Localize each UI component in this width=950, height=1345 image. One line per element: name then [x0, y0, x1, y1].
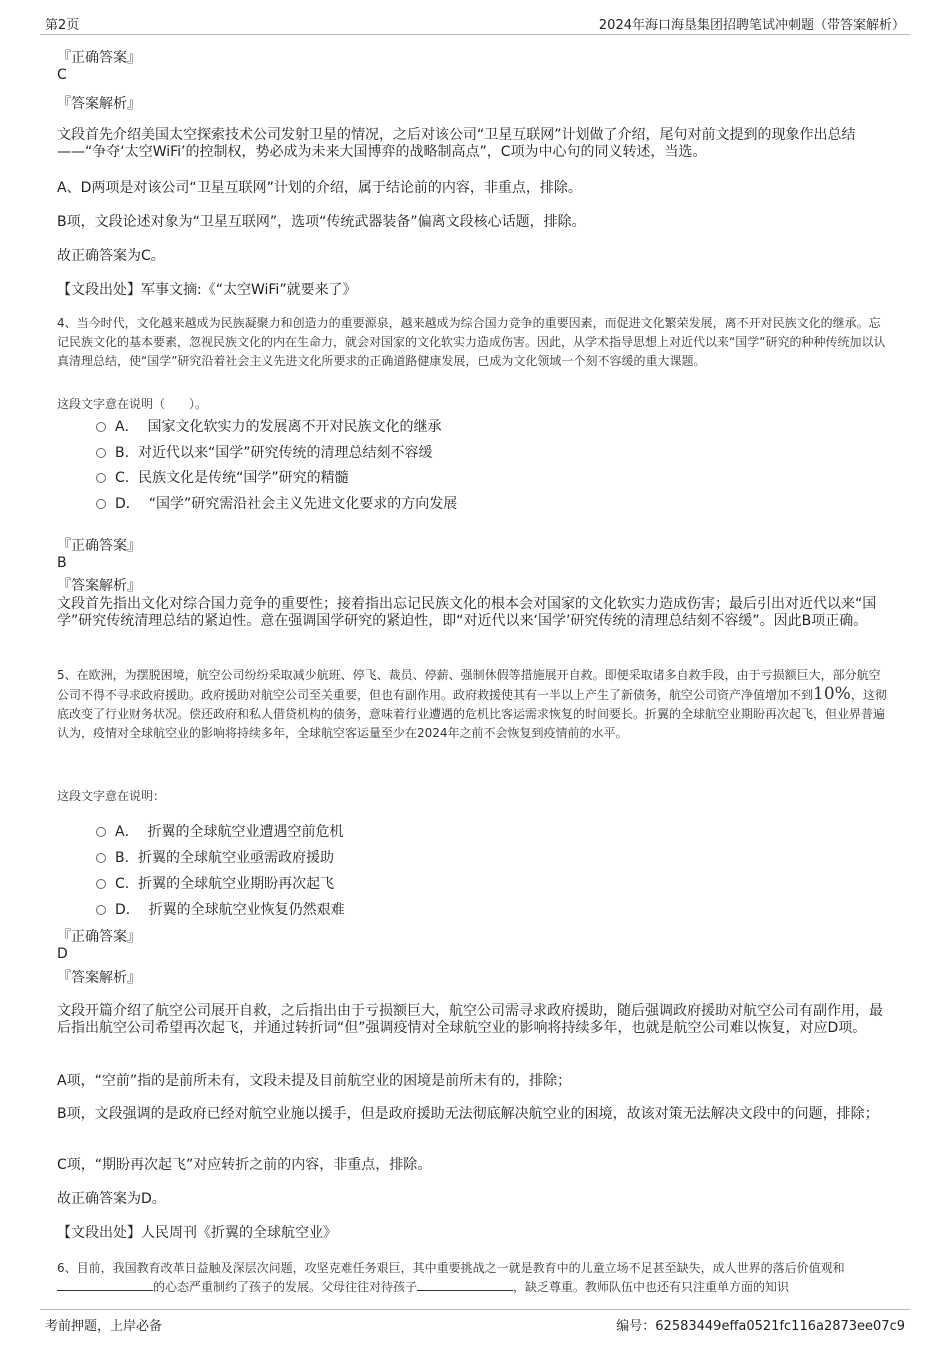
option-key: B. — [115, 850, 130, 866]
q5-analysis-label: 『答案解析』 — [57, 970, 141, 986]
option-key: C. — [115, 470, 130, 486]
option-text: 折翼的全球航空业恢复仍然艰难 — [148, 902, 345, 918]
option-key: C. — [115, 876, 130, 892]
q4-option-c[interactable] — [96, 468, 349, 488]
q4-option-d[interactable] — [96, 494, 457, 514]
q5-option-c[interactable] — [96, 874, 334, 894]
radio-icon[interactable] — [96, 905, 106, 915]
option-text: 折翼的全球航空业期盼再次起飞 — [138, 876, 335, 892]
q5-analysis-para: B项，文段强调的是政府已经对航空业施以援手，但是政府援助无法彻底解决航空业的困境，故该对策无法解决文段中的问题，排除； — [57, 1106, 879, 1122]
radio-icon[interactable] — [96, 422, 106, 432]
radio-icon[interactable] — [96, 473, 106, 483]
q6-stem-part1: 6、目前，我国教育改革日益触及深层次问题，攻坚克难任务艰巨，其中重要挑战之一就是教育中的儿童立场不足甚至缺失，成人世界的落后价值观和 — [57, 1261, 845, 1275]
radio-icon[interactable] — [96, 499, 106, 509]
q4-option-b[interactable] — [96, 443, 432, 463]
option-text: 折翼的全球航空业遭遇空前危机 — [147, 824, 344, 840]
q4-answer-label: 『正确答案』 — [57, 538, 141, 554]
option-text: 对近代以来“国学”研究传统的清理总结刻不容缓 — [137, 445, 433, 461]
fill-blank — [417, 1280, 513, 1291]
q5-stem-part1: 5、在欧洲，为摆脱困境，航空公司纷纷采取减少航班、停飞、裁员、停薪、强制休假等措施展开自救。即便采取诸多自救手段，由于亏损额巨大，部分航空公司不得不寻求政府援助。政府援助对航空公司至关重要，但也有副作用。政府救援使其有一半以上产生了新债务，航空公司资产净值增加不到 — [57, 668, 881, 702]
q5-stem-part2: ，这彻底改变了行业财务状况。偿还政府和私人借贷机构的债务，意味着行业遭遇的危机比客运需求恢复的时间要长。折翼的全球航空业期盼再次起飞，但业界普遍认为，疫情对全球航空业的影响将持续多年，全球航空客运量至少在2024年之前不会恢复到疫情前的水平。 — [57, 688, 887, 740]
radio-icon[interactable] — [96, 879, 106, 889]
fill-blank — [57, 1280, 153, 1291]
radio-icon[interactable] — [96, 827, 106, 837]
q3-source: 【文段出处】军事文摘:《“太空WiFi”就要来了》 — [57, 282, 357, 298]
option-key: A． — [115, 419, 139, 435]
q5-analysis-para: A项，“空前”指的是前所未有，文段未提及目前航空业的困境是前所未有的，排除； — [57, 1073, 572, 1089]
q3-answer: C — [57, 67, 67, 83]
radio-icon[interactable] — [96, 448, 106, 458]
option-key: D． — [115, 496, 140, 512]
radio-icon[interactable] — [96, 853, 106, 863]
q5-source: 【文段出处】人民周刊《折翼的全球航空业》 — [57, 1225, 337, 1241]
q5-analysis-para: 文段开篇介绍了航空公司展开自救，之后指出由于亏损额巨大，航空公司需寻求政府援助，随后强调政府援助对航空公司有副作用，最后指出航空公司希望再次起飞，并通过转折词“但”强调疫情对全球航空业的影响将持续多年，也就是航空公司难以恢复，对应D项。 — [57, 1003, 883, 1036]
q3-analysis-para: 文段首先介绍美国太空探索技术公司发射卫星的情况，之后对该公司“卫星互联网”计划做了介绍，尾句对前文提到的现象作出总结——“争夺‘太空WiFi’的控制权，势必成为未来大国博弈的战略制高点”，C项为中心句的同义转述，当选。 — [57, 127, 856, 160]
q4-option-a[interactable] — [96, 417, 441, 437]
q6-stem-part2: 的心态严重制约了孩子的发展。父母往往对待孩子 — [153, 1280, 418, 1294]
option-text: 折翼的全球航空业亟需政府援助 — [137, 850, 334, 866]
page-footer — [40, 1309, 910, 1334]
footer-slogan: 考前押题，上岸必备 — [45, 1319, 163, 1334]
option-key: A． — [115, 824, 139, 840]
q3-analysis-para: 故正确答案为C。 — [57, 248, 165, 264]
q5-stem — [57, 666, 892, 743]
q5-analysis-para: C项，“期盼再次起飞”对应转折之前的内容，非重点，排除。 — [57, 1157, 432, 1173]
q6-stem — [57, 1259, 892, 1297]
option-text: 国家文化软实力的发展离不开对民族文化的继承 — [147, 419, 442, 435]
q5-option-d[interactable] — [96, 900, 345, 920]
page-number: 第2页 — [45, 18, 80, 33]
option-text: “国学”研究需沿社会主义先进文化要求的方向发展 — [148, 496, 458, 512]
q3-analysis-para: A、D两项是对该公司“卫星互联网”计划的介绍，属于结论前的内容，非重点，排除。 — [57, 180, 582, 196]
document-code: 编号：62583449effa0521fc116a2873ee07c9 — [616, 1319, 905, 1334]
q4-analysis-label: 『答案解析』 — [57, 578, 141, 594]
q4-question: 这段文字意在说明（ ）。 — [57, 397, 208, 411]
q3-answer-label: 『正确答案』 — [57, 50, 141, 66]
q4-analysis: 文段首先指出文化对综合国力竞争的重要性；接着指出忘记民族文化的根本会对国家的文化软实力造成伤害；最后引出对近代以来“国学”研究传统清理总结的紧迫性。意在强调国学研究的紧迫性，即“对近代以来‘国学’研究传统的清理总结刻不容缓”。因此B项正确。 — [57, 596, 877, 629]
page-header — [40, 14, 910, 35]
q5-option-a[interactable] — [96, 822, 343, 842]
q5-stem-percent: 10% — [813, 684, 851, 704]
q6-stem-part3: ，缺乏尊重。教师队伍中也还有只注重单方面的知识 — [513, 1280, 790, 1294]
option-text: 民族文化是传统“国学”研究的精髓 — [138, 470, 349, 486]
document-title: 2024年海口海垦集团招聘笔试冲刺题（带答案解析） — [598, 18, 905, 33]
q3-analysis-label: 『答案解析』 — [57, 96, 141, 112]
q5-answer-label: 『正确答案』 — [57, 929, 141, 945]
q5-option-b[interactable] — [96, 848, 334, 868]
q3-analysis-para: B项，文段论述对象为“卫星互联网”，选项“传统武器装备”偏离文段核心话题，排除。 — [57, 214, 586, 230]
q5-analysis-para: 故正确答案为D。 — [57, 1191, 166, 1207]
q5-question: 这段文字意在说明： — [57, 789, 166, 803]
q4-stem: 4、当今时代，文化越来越成为民族凝聚力和创造力的重要源泉，越来越成为综合国力竞争的重要因素，而促进文化繁荣发展，离不开对民族文化的继承。忘记民族文化的基本要素，忽视民族文化的内在生命力，就会对国家的文化软实力造成伤害。因此，从学术指导思想上对近代以来“国学”研究的种种传统加以认真清理总结，使“国学”研究沿着社会主义先进文化所要求的正确道路健康发展，已成为文化领域一个刻不容缓的重大课题。 — [57, 316, 886, 368]
q5-answer: D — [57, 946, 68, 962]
option-key: B. — [115, 445, 130, 461]
q4-answer: B — [57, 555, 67, 571]
option-key: D． — [115, 902, 140, 918]
